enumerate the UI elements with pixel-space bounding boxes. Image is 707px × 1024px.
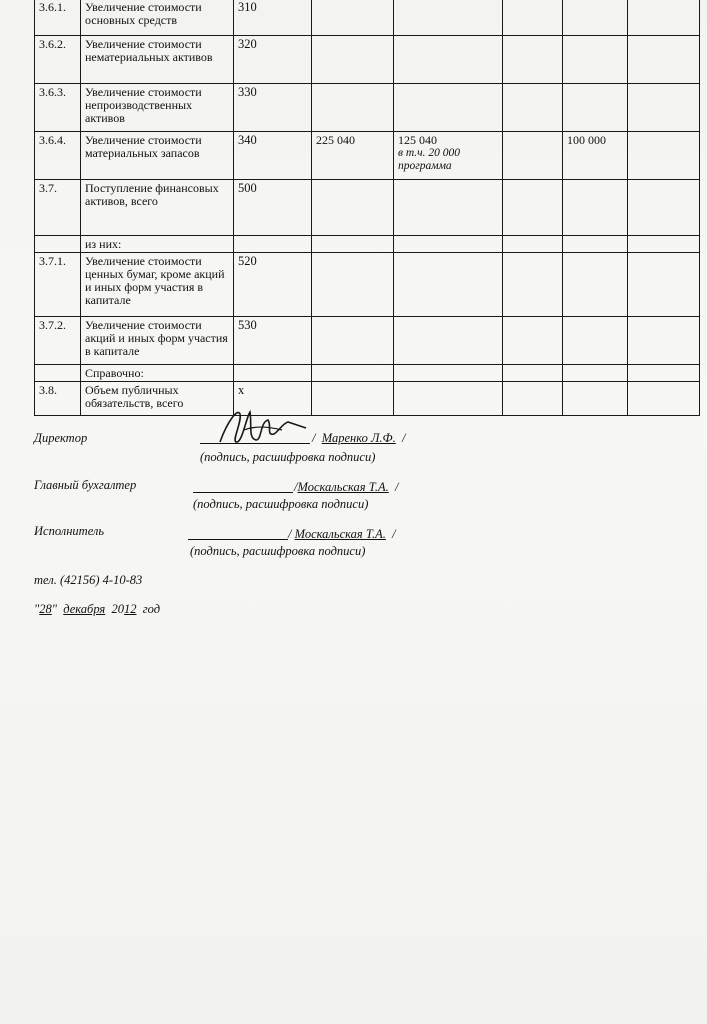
- cell-code-text: 500: [238, 181, 257, 195]
- cell-c1: [312, 382, 394, 416]
- cell-name-text: из них:: [85, 237, 122, 251]
- cell-c1: [312, 365, 394, 382]
- cell-c1: [312, 84, 394, 132]
- cell-c5: [628, 180, 700, 236]
- cell-num: [35, 236, 81, 253]
- cell-c2: [394, 382, 503, 416]
- cell-code: [234, 36, 312, 84]
- date-year-suffix: 12: [124, 602, 137, 616]
- cell-name-text: Увеличение стоимости материальных запасов: [85, 133, 202, 160]
- cell-code: [234, 365, 312, 382]
- cell-c3: [503, 236, 563, 253]
- cell-c2: [394, 180, 503, 236]
- cell-c4: [563, 180, 628, 236]
- cell-c4: [563, 36, 628, 84]
- cell-num: [35, 382, 81, 416]
- cell-name: [81, 36, 234, 84]
- cell-code: [234, 253, 312, 317]
- cell-name-text: Увеличение стоимости нематериальных активов: [85, 37, 213, 64]
- cell-c1: [312, 253, 394, 317]
- cell-name-text: Увеличение стоимости акций и иных форм участия в капитале: [85, 318, 228, 358]
- executor-signature-line: [188, 539, 288, 540]
- cell-c5: [628, 36, 700, 84]
- cell-code: [234, 0, 312, 36]
- cell-c1: [312, 0, 394, 36]
- cell-code-text: 310: [238, 0, 257, 14]
- cell-c2: [394, 36, 503, 84]
- accountant-name-field: /Москальская Т.А. /: [294, 480, 399, 494]
- executor-role: Исполнитель: [34, 524, 105, 538]
- cell-name: [81, 236, 234, 253]
- cell-c4: [563, 365, 628, 382]
- director-caption: (подпись, расшифровка подписи): [200, 450, 376, 464]
- cell-c4: [563, 253, 628, 317]
- cell-num: [35, 0, 81, 36]
- cell-c3: [503, 317, 563, 365]
- cell-c3: [503, 180, 563, 236]
- financial-plan-table: [34, 0, 700, 416]
- date-day: 28: [39, 602, 52, 616]
- cell-num-text: 3.6.3.: [39, 85, 66, 99]
- cell-name: [81, 84, 234, 132]
- table-row: [35, 365, 700, 382]
- cell-c4: [563, 84, 628, 132]
- cell-c3: [503, 36, 563, 84]
- cell-c4: [563, 382, 628, 416]
- cell-c1: [312, 236, 394, 253]
- cell-name-text: Справочно:: [85, 366, 144, 380]
- document-date: "28" декабря 2012 год: [34, 602, 161, 616]
- cell-c2: [394, 365, 503, 382]
- cell-code: [234, 317, 312, 365]
- executor-name: Москальская Т.А.: [294, 527, 386, 541]
- cell-c1-text: 225 040: [316, 133, 355, 147]
- cell-code: [234, 84, 312, 132]
- cell-code-text: 320: [238, 37, 257, 51]
- cell-num: [35, 180, 81, 236]
- cell-name-text: Поступление финансовых активов, всего: [85, 181, 219, 208]
- cell-c3: [503, 253, 563, 317]
- director-name-field: / Маренко Л.Ф. /: [312, 431, 406, 445]
- cell-code-text: х: [238, 383, 245, 397]
- director-name: Маренко Л.Ф.: [321, 431, 396, 445]
- cell-c4: [563, 236, 628, 253]
- phone-number: тел. (42156) 4-10-83: [34, 573, 143, 587]
- accountant-signature-line: [193, 492, 293, 493]
- cell-num: [35, 253, 81, 317]
- cell-c3: [503, 84, 563, 132]
- table-row: [35, 132, 700, 180]
- cell-c4: [563, 317, 628, 365]
- cell-num: [35, 84, 81, 132]
- cell-num-text: 3.6.1.: [39, 0, 66, 14]
- cell-c5: [628, 253, 700, 317]
- cell-code-text: 520: [238, 254, 257, 268]
- cell-name: [81, 365, 234, 382]
- cell-name: [81, 132, 234, 180]
- cell-code: [234, 236, 312, 253]
- cell-c2: [394, 132, 503, 180]
- cell-code-text: 340: [238, 133, 257, 147]
- cell-c2-note: в т.ч. 20 000 программа: [398, 147, 461, 172]
- cell-code-text: 330: [238, 85, 257, 99]
- cell-c5: [628, 84, 700, 132]
- cell-code: [234, 180, 312, 236]
- cell-num-text: 3.7.2.: [39, 318, 66, 332]
- cell-c1: [312, 132, 394, 180]
- date-month: декабря: [63, 602, 106, 616]
- cell-name: [81, 0, 234, 36]
- cell-c1: [312, 36, 394, 84]
- table-row: [35, 84, 700, 132]
- cell-num: [35, 132, 81, 180]
- accountant-name: Москальская Т.А.: [297, 480, 389, 494]
- cell-c2: [394, 236, 503, 253]
- table-row: [35, 382, 700, 416]
- cell-name-text: Увеличение стоимости основных средств: [85, 0, 202, 27]
- cell-c5: [628, 317, 700, 365]
- table-row: [35, 236, 700, 253]
- cell-code-text: 530: [238, 318, 257, 332]
- cell-c2: [394, 0, 503, 36]
- cell-c4-text: 100 000: [567, 133, 606, 147]
- table-row: [35, 180, 700, 236]
- cell-c1: [312, 317, 394, 365]
- cell-c5: [628, 365, 700, 382]
- cell-num-text: 3.7.: [39, 181, 57, 195]
- cell-c5: [628, 382, 700, 416]
- cell-name-text: Увеличение стоимости непроизводственных активов: [85, 85, 202, 125]
- cell-code: [234, 132, 312, 180]
- table-row: [35, 253, 700, 317]
- accountant-caption: (подпись, расшифровка подписи): [193, 497, 369, 511]
- cell-c2: [394, 317, 503, 365]
- cell-c4: [563, 0, 628, 36]
- cell-c3: [503, 132, 563, 180]
- cell-name: [81, 317, 234, 365]
- director-handwritten-signature: [210, 400, 320, 455]
- cell-num-text: 3.8.: [39, 383, 57, 397]
- cell-c5: [628, 0, 700, 36]
- cell-c3: [503, 0, 563, 36]
- cell-c5: [628, 132, 700, 180]
- cell-c2: [394, 253, 503, 317]
- cell-num-text: 3.6.4.: [39, 133, 66, 147]
- cell-c3: [503, 382, 563, 416]
- cell-c2: [394, 84, 503, 132]
- director-signature-line: [200, 443, 310, 444]
- table-row: [35, 317, 700, 365]
- date-year-word: год: [142, 602, 161, 616]
- cell-name: [81, 253, 234, 317]
- director-role: Директор: [34, 431, 88, 445]
- cell-num-text: 3.7.1.: [39, 254, 66, 268]
- cell-num: [35, 365, 81, 382]
- cell-c1: [312, 180, 394, 236]
- date-year-prefix: 20: [111, 602, 124, 616]
- table-row: [35, 0, 700, 36]
- cell-c5: [628, 236, 700, 253]
- cell-num: [35, 317, 81, 365]
- cell-c3: [503, 365, 563, 382]
- cell-num-text: 3.6.2.: [39, 37, 66, 51]
- executor-name-field: / Москальская Т.А. /: [288, 527, 396, 541]
- cell-name-text: Увеличение стоимости ценных бумаг, кроме акций и иных форм участия в капитале: [85, 254, 225, 307]
- accountant-role: Главный бухгалтер: [34, 478, 137, 492]
- table-row: [35, 36, 700, 84]
- cell-name: [81, 180, 234, 236]
- cell-c2-text: 125 040: [398, 133, 437, 147]
- executor-caption: (подпись, расшифровка подписи): [190, 544, 366, 558]
- cell-num: [35, 36, 81, 84]
- cell-name-text: Объем публичных обязательств, всего: [85, 383, 184, 410]
- cell-c4: [563, 132, 628, 180]
